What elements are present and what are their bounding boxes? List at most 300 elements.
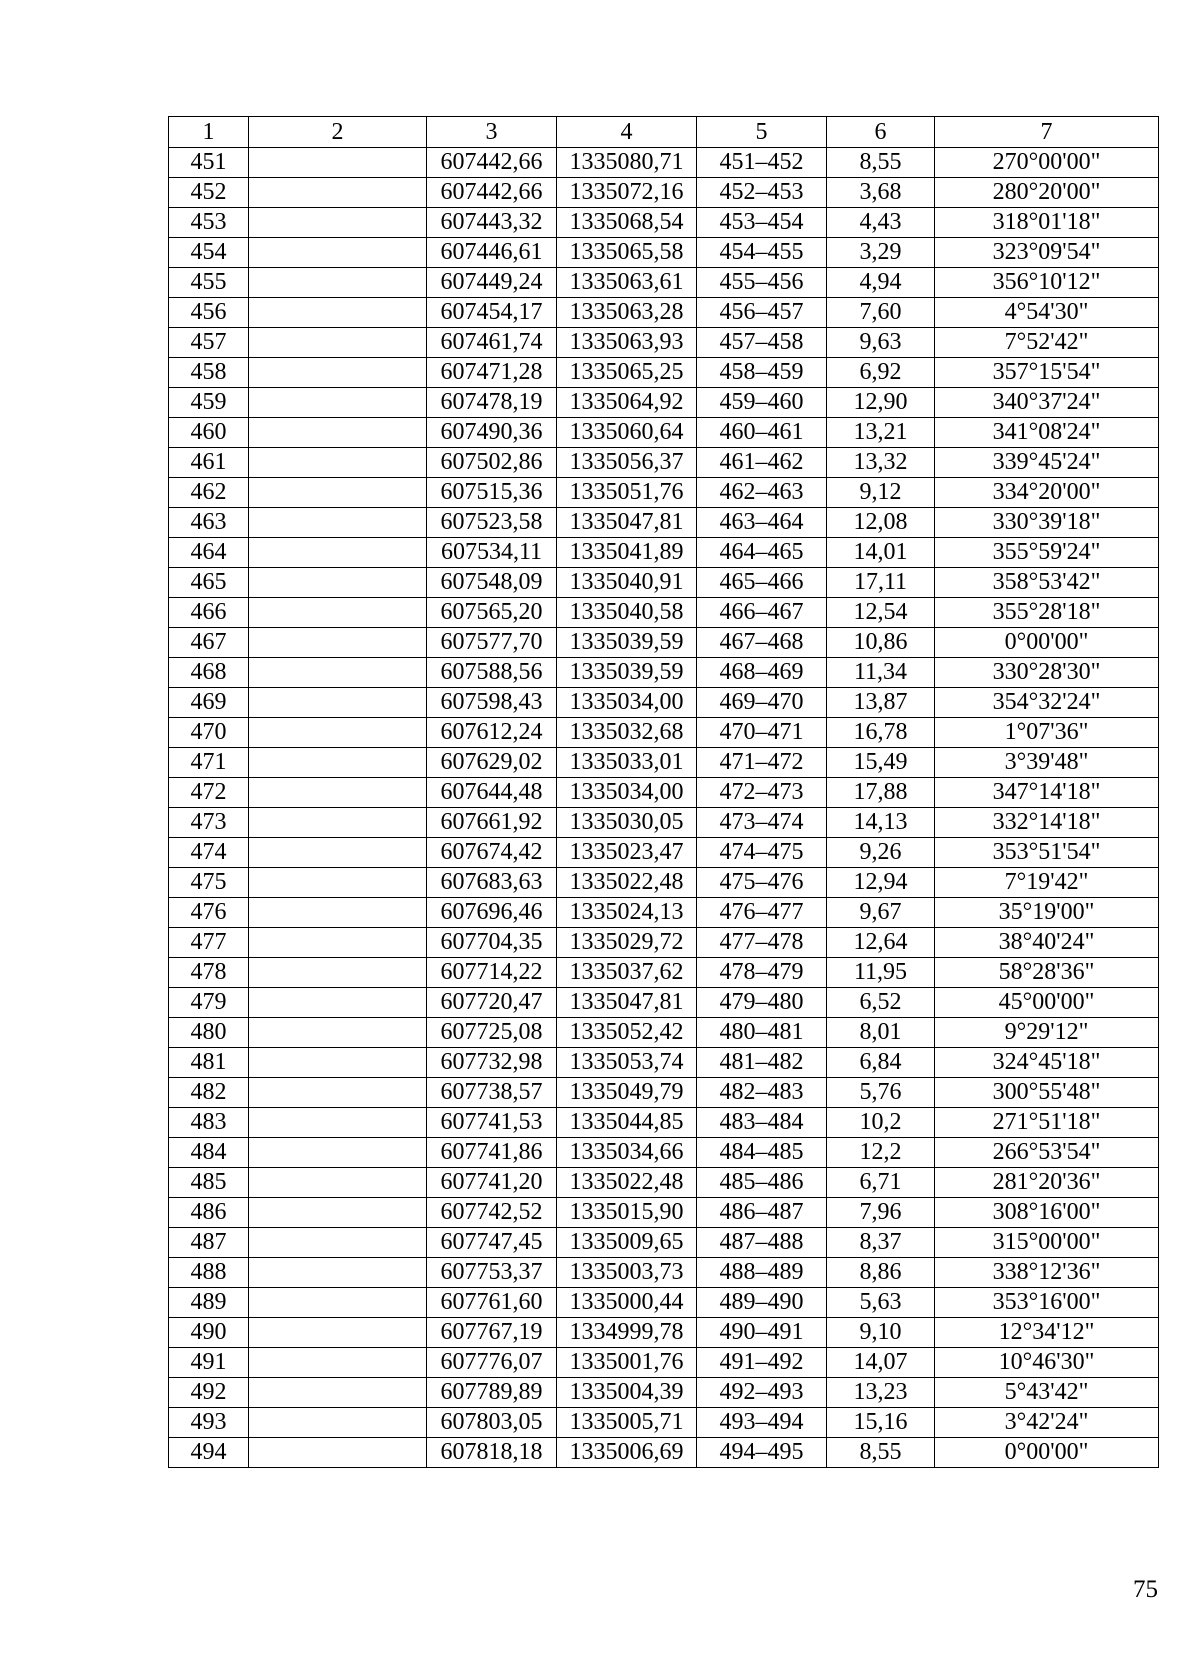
table-row (169, 958, 1159, 988)
table-cell: 475 (169, 868, 249, 898)
table-cell: 490 (169, 1318, 249, 1348)
table-cell: 464–465 (697, 538, 827, 568)
table-cell: 483–484 (697, 1108, 827, 1138)
table-cell: 479–480 (697, 988, 827, 1018)
table-cell: 0°00'00" (935, 628, 1159, 658)
table-cell: 474–475 (697, 838, 827, 868)
table-cell: 607565,20 (427, 598, 557, 628)
table-cell (249, 598, 427, 628)
table-cell: 491 (169, 1348, 249, 1378)
table-cell: 607644,48 (427, 778, 557, 808)
table-cell: 330°28'30" (935, 658, 1159, 688)
table-cell (249, 1048, 427, 1078)
header-row (169, 117, 1159, 148)
table-cell: 340°37'24" (935, 388, 1159, 418)
table-row (169, 748, 1159, 778)
table-cell: 460–461 (697, 418, 827, 448)
table-cell: 12,94 (827, 868, 935, 898)
table-cell (249, 1378, 427, 1408)
table-cell: 473–474 (697, 808, 827, 838)
table-row (169, 148, 1159, 178)
table-cell (249, 538, 427, 568)
table-cell: 12,64 (827, 928, 935, 958)
table-cell: 607714,22 (427, 958, 557, 988)
table-cell (249, 1348, 427, 1378)
table-cell: 480–481 (697, 1018, 827, 1048)
table-cell: 607741,53 (427, 1108, 557, 1138)
table-cell (249, 1438, 427, 1468)
table-row (169, 1348, 1159, 1378)
table-cell: 11,95 (827, 958, 935, 988)
header-cell: 4 (557, 117, 697, 148)
table-cell (249, 508, 427, 538)
table-cell: 607789,89 (427, 1378, 557, 1408)
table-cell (249, 178, 427, 208)
table-row (169, 508, 1159, 538)
table-cell: 463 (169, 508, 249, 538)
header-cell: 2 (249, 117, 427, 148)
table-cell: 607738,57 (427, 1078, 557, 1108)
table-cell: 607449,24 (427, 268, 557, 298)
table-cell: 480 (169, 1018, 249, 1048)
table-cell: 485–486 (697, 1168, 827, 1198)
table-cell: 471 (169, 748, 249, 778)
table-cell: 4,43 (827, 208, 935, 238)
table-cell (249, 808, 427, 838)
table-row (169, 838, 1159, 868)
table-cell: 607742,52 (427, 1198, 557, 1228)
table-cell: 607588,56 (427, 658, 557, 688)
table-cell: 12,54 (827, 598, 935, 628)
table-cell: 324°45'18" (935, 1048, 1159, 1078)
table-cell: 607732,98 (427, 1048, 557, 1078)
table-cell (249, 328, 427, 358)
table-cell: 35°19'00" (935, 898, 1159, 928)
table-row (169, 1258, 1159, 1288)
table-cell: 454 (169, 238, 249, 268)
table-cell (249, 1018, 427, 1048)
table-cell: 318°01'18" (935, 208, 1159, 238)
table-cell: 476–477 (697, 898, 827, 928)
table-cell: 607515,36 (427, 478, 557, 508)
table-cell: 8,37 (827, 1228, 935, 1258)
table-cell: 1335032,68 (557, 718, 697, 748)
table-cell: 455–456 (697, 268, 827, 298)
table-cell: 493 (169, 1408, 249, 1438)
table-cell (249, 688, 427, 718)
table-row (169, 1408, 1159, 1438)
table-cell: 466–467 (697, 598, 827, 628)
table-cell: 607534,11 (427, 538, 557, 568)
table-row (169, 688, 1159, 718)
table-cell: 353°16'00" (935, 1288, 1159, 1318)
table-cell: 1335047,81 (557, 508, 697, 538)
table-cell: 1335005,71 (557, 1408, 697, 1438)
table-cell: 492 (169, 1378, 249, 1408)
table-cell: 353°51'54" (935, 838, 1159, 868)
table-cell: 3,68 (827, 178, 935, 208)
table-cell: 14,13 (827, 808, 935, 838)
table-cell: 7,96 (827, 1198, 935, 1228)
header-cell: 6 (827, 117, 935, 148)
table-cell: 9,10 (827, 1318, 935, 1348)
table-row (169, 238, 1159, 268)
table-row (169, 568, 1159, 598)
table-cell: 607598,43 (427, 688, 557, 718)
table-cell: 14,07 (827, 1348, 935, 1378)
table-cell (249, 658, 427, 688)
table-cell: 6,84 (827, 1048, 935, 1078)
table-cell: 1335065,58 (557, 238, 697, 268)
table-row (169, 1438, 1159, 1468)
table-row (169, 328, 1159, 358)
table-cell: 1335065,25 (557, 358, 697, 388)
table-row (169, 1078, 1159, 1108)
table-cell: 1335001,76 (557, 1348, 697, 1378)
table-cell: 1335029,72 (557, 928, 697, 958)
table-cell: 462 (169, 478, 249, 508)
table-cell (249, 1228, 427, 1258)
table-row (169, 1378, 1159, 1408)
table-cell: 459–460 (697, 388, 827, 418)
table-cell: 1335015,90 (557, 1198, 697, 1228)
table-cell (249, 1168, 427, 1198)
table-cell: 456–457 (697, 298, 827, 328)
table-cell: 308°16'00" (935, 1198, 1159, 1228)
table-cell: 1335004,39 (557, 1378, 697, 1408)
table-cell: 607661,92 (427, 808, 557, 838)
table-cell (249, 1108, 427, 1138)
table-cell: 7,60 (827, 298, 935, 328)
table-cell: 1335034,00 (557, 778, 697, 808)
table-cell: 7°52'42" (935, 328, 1159, 358)
table-cell: 493–494 (697, 1408, 827, 1438)
table-cell: 462–463 (697, 478, 827, 508)
table-cell: 607818,18 (427, 1438, 557, 1468)
table-cell: 4°54'30" (935, 298, 1159, 328)
coordinates-table (168, 116, 1159, 1468)
table-cell (249, 268, 427, 298)
table-cell: 1335024,13 (557, 898, 697, 928)
table-cell: 1334999,78 (557, 1318, 697, 1348)
table-cell: 607478,19 (427, 388, 557, 418)
table-cell: 470 (169, 718, 249, 748)
table-cell: 339°45'24" (935, 448, 1159, 478)
table-cell: 488–489 (697, 1258, 827, 1288)
table-cell (249, 238, 427, 268)
table-cell (249, 778, 427, 808)
table-cell: 12,08 (827, 508, 935, 538)
table-cell: 456 (169, 298, 249, 328)
table-cell: 607523,58 (427, 508, 557, 538)
table-cell: 1335063,28 (557, 298, 697, 328)
table-cell: 1335072,16 (557, 178, 697, 208)
table-row (169, 358, 1159, 388)
table-cell: 475–476 (697, 868, 827, 898)
table-cell: 453 (169, 208, 249, 238)
table-cell: 1335064,92 (557, 388, 697, 418)
table-cell: 1335052,42 (557, 1018, 697, 1048)
table-row (169, 808, 1159, 838)
table-cell: 473 (169, 808, 249, 838)
table-cell: 1335034,66 (557, 1138, 697, 1168)
table-cell: 11,34 (827, 658, 935, 688)
table-cell: 479 (169, 988, 249, 1018)
table-cell: 330°39'18" (935, 508, 1159, 538)
table-cell: 468 (169, 658, 249, 688)
table-cell: 458–459 (697, 358, 827, 388)
table-cell (249, 1288, 427, 1318)
table-cell (249, 868, 427, 898)
table-cell: 468–469 (697, 658, 827, 688)
table-cell: 1335063,61 (557, 268, 697, 298)
table-cell: 1335023,47 (557, 838, 697, 868)
table-cell: 8,55 (827, 148, 935, 178)
table-cell: 10,86 (827, 628, 935, 658)
table-cell: 607704,35 (427, 928, 557, 958)
table-cell: 607741,20 (427, 1168, 557, 1198)
table-cell: 12,90 (827, 388, 935, 418)
table-cell: 38°40'24" (935, 928, 1159, 958)
table-cell (249, 1138, 427, 1168)
table-cell: 8,55 (827, 1438, 935, 1468)
table-cell (249, 1198, 427, 1228)
table-cell (249, 1408, 427, 1438)
table-cell: 332°14'18" (935, 808, 1159, 838)
table-cell: 1335006,69 (557, 1438, 697, 1468)
table-row (169, 1288, 1159, 1318)
table-cell: 1335044,85 (557, 1108, 697, 1138)
table-cell: 466 (169, 598, 249, 628)
table-cell: 607747,45 (427, 1228, 557, 1258)
table-cell: 355°28'18" (935, 598, 1159, 628)
table-cell: 453–454 (697, 208, 827, 238)
table-cell: 1335053,74 (557, 1048, 697, 1078)
table-cell: 1335022,48 (557, 1168, 697, 1198)
table-cell: 607442,66 (427, 148, 557, 178)
table-cell: 607443,32 (427, 208, 557, 238)
table-row (169, 298, 1159, 328)
table-cell: 1335039,59 (557, 658, 697, 688)
table-cell: 4,94 (827, 268, 935, 298)
table-cell: 13,32 (827, 448, 935, 478)
table-row (169, 718, 1159, 748)
table-cell: 607674,42 (427, 838, 557, 868)
table-cell: 16,78 (827, 718, 935, 748)
table-cell: 1335047,81 (557, 988, 697, 1018)
table-row (169, 178, 1159, 208)
table-cell: 607548,09 (427, 568, 557, 598)
table-row (169, 1108, 1159, 1138)
table-cell: 1335040,58 (557, 598, 697, 628)
table-cell: 9,26 (827, 838, 935, 868)
table-cell: 464 (169, 538, 249, 568)
table-cell: 481 (169, 1048, 249, 1078)
table-row (169, 208, 1159, 238)
table-cell (249, 208, 427, 238)
table-cell: 470–471 (697, 718, 827, 748)
table-cell: 355°59'24" (935, 538, 1159, 568)
table-cell: 607776,07 (427, 1348, 557, 1378)
table-row (169, 448, 1159, 478)
table-cell: 281°20'36" (935, 1168, 1159, 1198)
table-cell: 452 (169, 178, 249, 208)
table-cell: 10°46'30" (935, 1348, 1159, 1378)
table-cell: 58°28'36" (935, 958, 1159, 988)
table-cell: 454–455 (697, 238, 827, 268)
table-cell: 7°19'42" (935, 868, 1159, 898)
table-cell: 15,49 (827, 748, 935, 778)
table-cell: 491–492 (697, 1348, 827, 1378)
table-cell: 1335068,54 (557, 208, 697, 238)
table-cell: 6,92 (827, 358, 935, 388)
table-cell: 1335063,93 (557, 328, 697, 358)
table-cell: 461–462 (697, 448, 827, 478)
table-cell: 490–491 (697, 1318, 827, 1348)
table-cell: 17,11 (827, 568, 935, 598)
table-row (169, 928, 1159, 958)
table-cell (249, 358, 427, 388)
table-cell: 358°53'42" (935, 568, 1159, 598)
table-cell: 9,67 (827, 898, 935, 928)
table-cell: 5,63 (827, 1288, 935, 1318)
table-cell: 9,63 (827, 328, 935, 358)
table-cell: 1335039,59 (557, 628, 697, 658)
table-cell (249, 928, 427, 958)
table-cell: 341°08'24" (935, 418, 1159, 448)
table-cell: 5,76 (827, 1078, 935, 1108)
table-cell: 1335022,48 (557, 868, 697, 898)
table-cell: 477–478 (697, 928, 827, 958)
table-cell: 460 (169, 418, 249, 448)
table-cell: 469 (169, 688, 249, 718)
table-cell: 607761,60 (427, 1288, 557, 1318)
table-cell: 1°07'36" (935, 718, 1159, 748)
table-cell: 1335003,73 (557, 1258, 697, 1288)
table-cell: 607446,61 (427, 238, 557, 268)
table-cell: 8,86 (827, 1258, 935, 1288)
table-cell (249, 1078, 427, 1108)
table-cell: 9,12 (827, 478, 935, 508)
table-cell: 482–483 (697, 1078, 827, 1108)
table-cell: 356°10'12" (935, 268, 1159, 298)
table-cell: 1335034,00 (557, 688, 697, 718)
table-cell: 474 (169, 838, 249, 868)
table-row (169, 988, 1159, 1018)
table-cell: 3,29 (827, 238, 935, 268)
table-cell: 607502,86 (427, 448, 557, 478)
table-cell: 459 (169, 388, 249, 418)
table-row (169, 868, 1159, 898)
table-cell: 472 (169, 778, 249, 808)
header-cell: 7 (935, 117, 1159, 148)
table-cell: 458 (169, 358, 249, 388)
table-cell: 1335041,89 (557, 538, 697, 568)
table-cell: 1335037,62 (557, 958, 697, 988)
table-cell: 487–488 (697, 1228, 827, 1258)
table-row (169, 1018, 1159, 1048)
table-cell (249, 478, 427, 508)
table-cell: 338°12'36" (935, 1258, 1159, 1288)
table-cell: 271°51'18" (935, 1108, 1159, 1138)
table-cell: 607741,86 (427, 1138, 557, 1168)
table-row (169, 478, 1159, 508)
table-cell: 457–458 (697, 328, 827, 358)
table-cell: 494 (169, 1438, 249, 1468)
table-cell: 270°00'00" (935, 148, 1159, 178)
table-cell: 14,01 (827, 538, 935, 568)
table-cell: 607696,46 (427, 898, 557, 928)
table-cell: 494–495 (697, 1438, 827, 1468)
header-cell: 1 (169, 117, 249, 148)
table-cell: 481–482 (697, 1048, 827, 1078)
table-cell: 10,2 (827, 1108, 935, 1138)
table-cell: 484–485 (697, 1138, 827, 1168)
table-cell (249, 1318, 427, 1348)
table-cell: 484 (169, 1138, 249, 1168)
table-cell: 1335049,79 (557, 1078, 697, 1108)
table-row (169, 1318, 1159, 1348)
table-row (169, 1228, 1159, 1258)
table-cell: 489 (169, 1288, 249, 1318)
table-cell: 12,2 (827, 1138, 935, 1168)
table-cell: 9°29'12" (935, 1018, 1159, 1048)
table-row (169, 628, 1159, 658)
table-cell: 483 (169, 1108, 249, 1138)
table-cell (249, 388, 427, 418)
table-cell: 467–468 (697, 628, 827, 658)
table-cell: 3°39'48" (935, 748, 1159, 778)
table-row (169, 778, 1159, 808)
table-cell (249, 568, 427, 598)
table-cell (249, 448, 427, 478)
table-row (169, 1198, 1159, 1228)
table-cell: 477 (169, 928, 249, 958)
table-cell: 607629,02 (427, 748, 557, 778)
table-row (169, 1048, 1159, 1078)
table-cell: 607577,70 (427, 628, 557, 658)
table-cell: 489–490 (697, 1288, 827, 1318)
table-cell (249, 718, 427, 748)
table-cell: 1335051,76 (557, 478, 697, 508)
table-cell: 607612,24 (427, 718, 557, 748)
table-cell: 1335030,05 (557, 808, 697, 838)
table-cell: 607490,36 (427, 418, 557, 448)
table-cell: 469–470 (697, 688, 827, 718)
table-cell: 1335000,44 (557, 1288, 697, 1318)
table-cell: 488 (169, 1258, 249, 1288)
table-cell: 1335040,91 (557, 568, 697, 598)
table-cell: 0°00'00" (935, 1438, 1159, 1468)
table-cell: 461 (169, 448, 249, 478)
table-cell (249, 1258, 427, 1288)
table-cell: 451–452 (697, 148, 827, 178)
header-cell: 3 (427, 117, 557, 148)
table-cell (249, 838, 427, 868)
table-cell (249, 298, 427, 328)
table-cell: 13,23 (827, 1378, 935, 1408)
table-cell: 13,87 (827, 688, 935, 718)
table-cell: 8,01 (827, 1018, 935, 1048)
table-cell: 266°53'54" (935, 1138, 1159, 1168)
table-cell: 12°34'12" (935, 1318, 1159, 1348)
table-cell: 472–473 (697, 778, 827, 808)
table-cell: 607683,63 (427, 868, 557, 898)
table-cell: 607725,08 (427, 1018, 557, 1048)
table-cell: 1335056,37 (557, 448, 697, 478)
table-cell: 478 (169, 958, 249, 988)
table-cell: 607767,19 (427, 1318, 557, 1348)
